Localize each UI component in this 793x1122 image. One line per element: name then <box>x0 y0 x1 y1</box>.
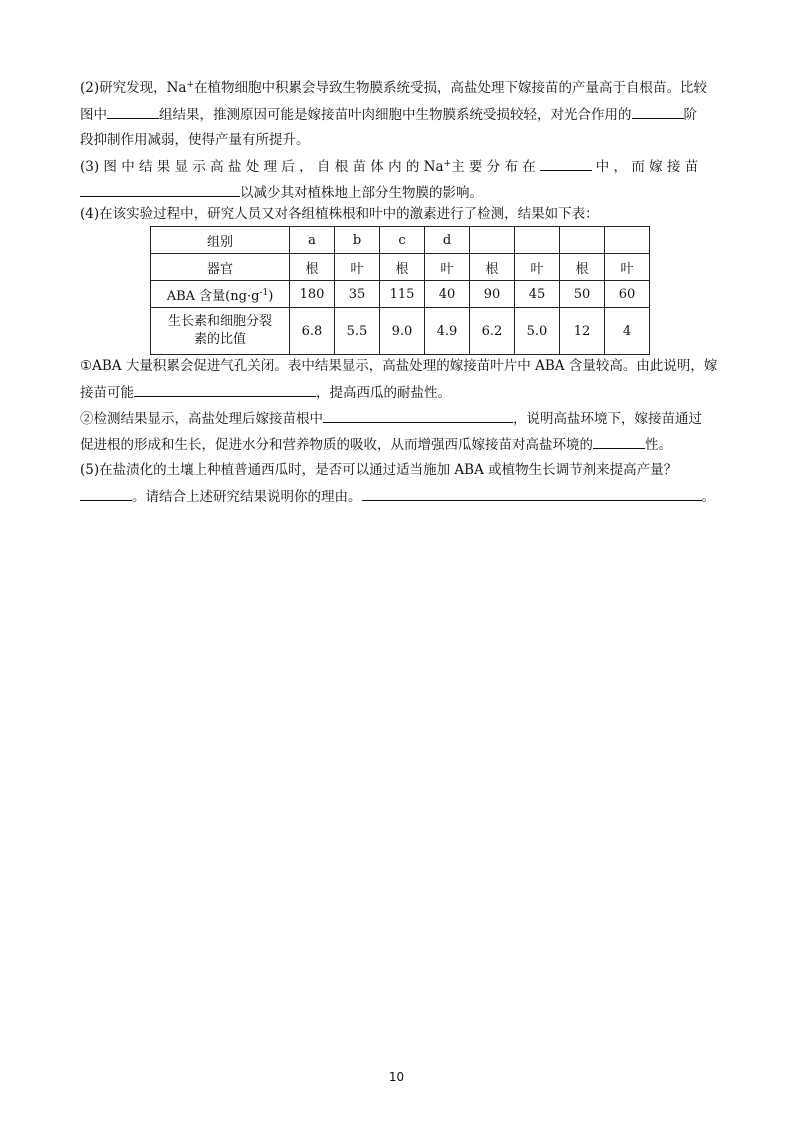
table-cell: 4.9 <box>425 308 470 355</box>
q4-sub1-text-2a: 接苗可能 <box>80 385 134 401</box>
row-label <box>151 281 290 308</box>
q2-line-2 <box>80 104 720 125</box>
table-cell: 115 <box>380 281 425 308</box>
table-row-organ <box>151 254 650 281</box>
q5-text-1: (5)在盐渍化的土壤上种植普通西瓜时，是否可以通过适当施加 ABA 或植物生长调节剂来提高产量？ <box>80 462 678 478</box>
q5-line-2 <box>80 486 720 507</box>
unit-superscript: -1 <box>259 287 269 298</box>
table-cell: 5.5 <box>335 308 380 355</box>
table-cell: 6.2 <box>470 308 515 355</box>
table-cell: 12 <box>560 308 605 355</box>
answer-blank[interactable] <box>134 382 316 397</box>
table-cell: 60 <box>605 281 650 308</box>
answer-blank[interactable] <box>632 104 684 119</box>
answer-blank[interactable] <box>80 486 132 501</box>
q4-sub1-line-2 <box>80 382 720 403</box>
table-cell: 根 <box>470 254 515 281</box>
table-cell: 9.0 <box>380 308 425 355</box>
ratio-label-2: 素的比值 <box>193 332 246 347</box>
table-cell: c <box>380 227 425 254</box>
q2-line-1 <box>80 78 720 98</box>
q5-text-2a: 。请结合上述研究结果说明你的理由。 <box>132 489 362 505</box>
q4-sub2-text-2b: 性。 <box>645 437 672 453</box>
table-cell: 叶 <box>425 254 470 281</box>
page-number: 10 <box>388 1070 405 1084</box>
q4-sub1-text-2b: ，提高西瓜的耐盐性。 <box>316 385 451 401</box>
answer-blank[interactable] <box>540 156 592 171</box>
table-cell <box>605 227 650 254</box>
table-cell: 40 <box>425 281 470 308</box>
q4-sub2-line-1 <box>80 408 720 429</box>
q4-sub2-text-2a: 促进根的形成和生长，促进水分和营养物质的吸收，从而增强西瓜嫁接苗对高盐环境的 <box>80 437 593 453</box>
table-cell: 叶 <box>515 254 560 281</box>
na-superscript: + <box>186 80 195 90</box>
table-cell: 4 <box>605 308 650 355</box>
table-cell <box>560 227 605 254</box>
q3-text-1a: (3) 图 中 结 果 显 示 高 盐 处 理 后 ， 自 根 苗 体 内 的 Na <box>80 159 444 175</box>
q3-text-1c: 中 ， 而 嫁 接 苗 <box>595 159 699 175</box>
q2-text-2a: 图中 <box>80 107 107 123</box>
answer-blank[interactable] <box>362 486 702 501</box>
table-cell: d <box>425 227 470 254</box>
q3-text-1b: 主 要 分 布 在 <box>451 159 536 175</box>
table-cell: 35 <box>335 281 380 308</box>
table-cell: 45 <box>515 281 560 308</box>
q4-sub2-text-1a: ②检测结果显示，高盐处理后嫁接苗根中 <box>80 411 323 427</box>
hormone-table <box>150 226 650 355</box>
table-cell: a <box>290 227 335 254</box>
table-cell: 6.8 <box>290 308 335 355</box>
answer-blank[interactable] <box>107 104 159 119</box>
table-row-ratio <box>151 308 650 355</box>
q2-text-2b: 组结果，推测原因可能是嫁接苗叶肉细胞中生物膜系统受损较轻，对光合作用的 <box>159 107 632 123</box>
q4-sub2-line-2 <box>80 434 720 455</box>
row-label <box>151 308 290 355</box>
q5-line-1 <box>80 460 720 480</box>
q2-text-1b: 在植物细胞中积累会导致生物膜系统受损，高盐处理下嫁接苗的产量高于自根苗。比较 <box>194 80 708 96</box>
table-cell <box>515 227 560 254</box>
q3-line-2 <box>80 182 720 203</box>
table-cell: b <box>335 227 380 254</box>
table-cell: 5.0 <box>515 308 560 355</box>
table-cell: 根 <box>380 254 425 281</box>
q2-text-3: 段抑制作用减弱，使得产量有所提升。 <box>80 132 310 148</box>
q3-line-1 <box>80 156 720 177</box>
table-row-group <box>151 227 650 254</box>
table-cell: 180 <box>290 281 335 308</box>
na-superscript: + <box>443 159 452 169</box>
table-cell: 叶 <box>605 254 650 281</box>
q4-sub2-text-1b: ，说明高盐环境下，嫁接苗通过 <box>513 411 702 427</box>
answer-blank[interactable] <box>593 434 645 449</box>
row-label: 组别 <box>151 227 290 254</box>
q2-text-1a: (2)研究发现，Na <box>80 80 187 96</box>
q2-line-3 <box>80 130 720 150</box>
q4-intro <box>80 204 720 224</box>
table-cell: 根 <box>560 254 605 281</box>
table-cell: 根 <box>290 254 335 281</box>
aba-label: ABA 含量(ng·g <box>166 288 260 304</box>
q4-intro-text: (4)在该实验过程中，研究人员又对各组植株根和叶中的激素进行了检测，结果如下表： <box>80 206 599 222</box>
q4-sub1-text-1: ①ABA 大量积累会促进气孔关闭。表中结果显示，高盐处理的嫁接苗叶片中 ABA 含量较高。由此说明，嫁 <box>80 358 718 374</box>
q5-text-2b: 。 <box>701 489 715 505</box>
ratio-label-1: 生长素和细胞分裂 <box>167 314 272 329</box>
table-cell: 叶 <box>335 254 380 281</box>
table-cell <box>470 227 515 254</box>
row-label: 器官 <box>151 254 290 281</box>
aba-label-close: ) <box>268 288 274 304</box>
q4-sub1-line-1 <box>80 356 720 376</box>
answer-blank[interactable] <box>80 182 240 197</box>
table-row-aba <box>151 281 650 308</box>
q3-text-2: 以减少其对植株地上部分生物膜的影响。 <box>240 185 483 201</box>
q2-text-2c: 阶 <box>683 107 697 123</box>
table-cell: 90 <box>470 281 515 308</box>
table-cell: 50 <box>560 281 605 308</box>
answer-blank[interactable] <box>323 408 513 423</box>
